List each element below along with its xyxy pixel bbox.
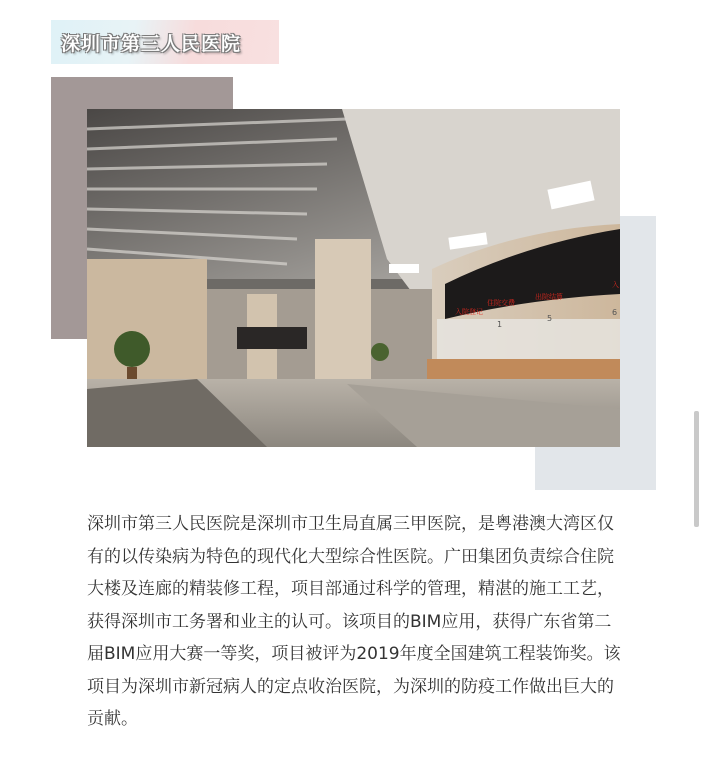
svg-text:住院交费: 住院交费 <box>487 299 515 307</box>
svg-text:入: 入 <box>612 281 619 289</box>
page-title: 深圳市第三人民医院 <box>61 33 242 55</box>
scrollbar-thumb[interactable] <box>694 411 699 527</box>
article-paragraph: 深圳市第三人民医院是深圳市卫生局直属三甲医院，是粤港澳大湾区仅有的以传染病为特色的现代化大型综合性医院。广田集团负责综合住院大楼及连廊的精装修工程，项目部通过科学的管理，精湛的施工工艺，获得深圳市工务署和业主的认可。该项目的BIM应用，获得广东省第二届BIM应用大赛一等奖，项目被评为2019年度全国建筑工程装饰奖。该项目为深圳市新冠病人的定点收治医院，为深圳的防疫工作做出巨大的贡献。 <box>87 514 621 729</box>
svg-text:5: 5 <box>547 314 553 323</box>
svg-text:1: 1 <box>497 320 503 329</box>
svg-text:出院结算: 出院结算 <box>535 293 563 301</box>
title-badge <box>51 20 279 64</box>
hospital-lobby-photo <box>87 109 620 447</box>
svg-text:入院登记: 入院登记 <box>455 308 483 316</box>
svg-text:6: 6 <box>612 308 618 317</box>
